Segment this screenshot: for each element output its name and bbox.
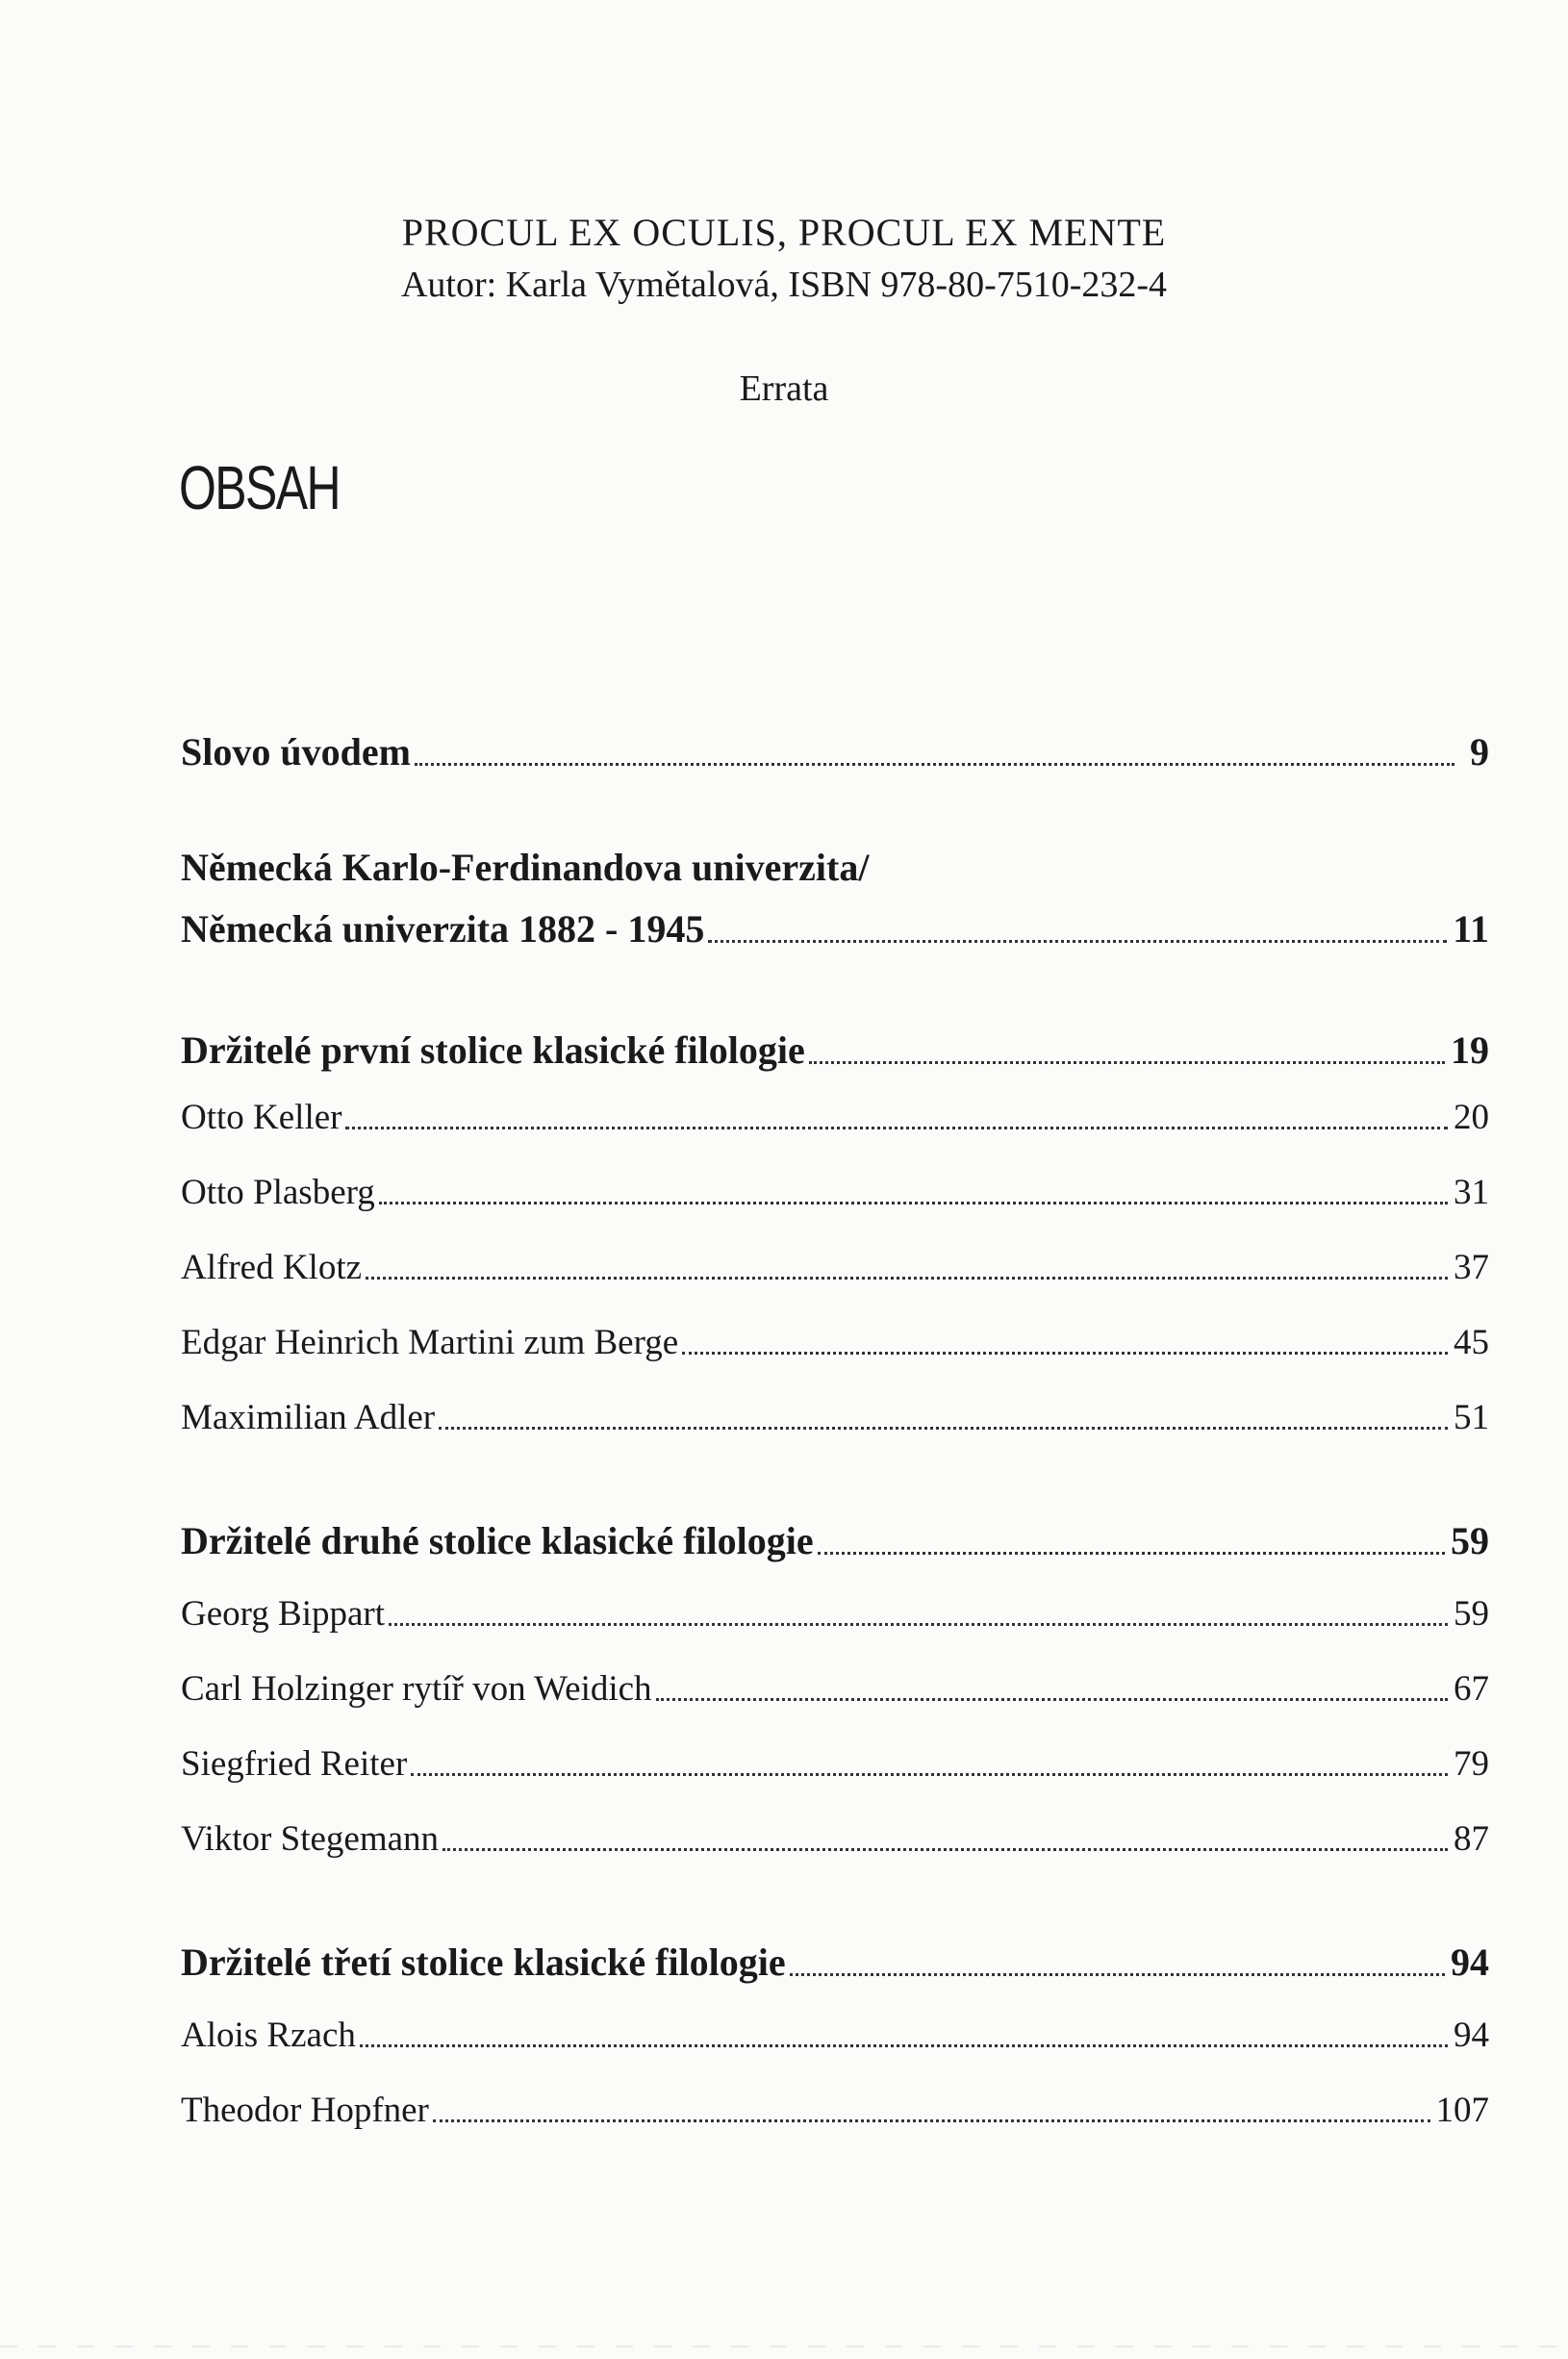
toc-entry-label: Slovo úvodem	[181, 730, 411, 774]
toc-entry-label: Alois Rzach	[181, 2016, 356, 2055]
toc-page-number: 94	[1454, 2016, 1489, 2055]
toc-page-number: 79	[1454, 1744, 1489, 1784]
section-heading: OBSAH	[179, 453, 340, 522]
toc-entry-label: Viktor Stegemann	[181, 1819, 440, 1859]
toc-page-number: 87	[1454, 1819, 1489, 1859]
toc-page-number: 19	[1451, 1028, 1489, 1072]
toc-page-number: 94	[1451, 1940, 1489, 1984]
toc-entry-chair1[interactable]	[181, 1027, 1489, 1073]
toc-entry-label: Držitelé třetí stolice klasické filologie	[181, 1940, 786, 1984]
toc-entry-label: Alfred Klotz	[181, 1248, 363, 1287]
scan-edge-artifact	[0, 2346, 1568, 2347]
toc-page-number: 31	[1454, 1173, 1489, 1212]
leader-dots	[389, 1622, 1448, 1626]
leader-dots	[439, 1426, 1448, 1430]
toc-page-number: 107	[1435, 2091, 1489, 2130]
toc-page-number: 37	[1454, 1248, 1489, 1287]
toc-entry-otto-plasberg[interactable]	[181, 1172, 1489, 1213]
book-title: PROCUL EX OCULIS, PROCUL EX MENTE	[401, 211, 1167, 254]
toc-entry-chair3[interactable]	[181, 1940, 1489, 1985]
toc-entry-university-line1: Německá Karlo-Ferdinandova univerzita/	[181, 846, 870, 889]
toc-entry-alfred-klotz[interactable]	[181, 1247, 1489, 1288]
toc-entry-label: Edgar Heinrich Martini zum Berge	[181, 1323, 679, 1362]
toc-entry-label: Otto Keller	[181, 1098, 342, 1137]
leader-dots	[411, 1772, 1448, 1776]
toc-page-number: 9	[1470, 730, 1489, 774]
leader-dots	[656, 1697, 1448, 1701]
toc-entry-siegfried-reiter[interactable]	[181, 1743, 1489, 1785]
toc-entry-label: Theodor Hopfner	[181, 2091, 429, 2130]
toc-page-number: 59	[1454, 1594, 1489, 1634]
leader-dots	[366, 1276, 1448, 1280]
leader-dots	[415, 762, 1454, 766]
leader-dots	[443, 1847, 1448, 1851]
toc-entry-maximilian-adler[interactable]	[181, 1397, 1489, 1438]
toc-entry-viktor-stegemann[interactable]	[181, 1818, 1489, 1860]
toc-entry-label: Držitelé první stolice klasické filologie	[181, 1028, 805, 1072]
leader-dots	[818, 1551, 1445, 1555]
toc-page-number: 51	[1454, 1398, 1489, 1437]
errata-label: Errata	[739, 368, 829, 409]
toc-entry-label: Německá univerzita 1882 - 1945	[181, 907, 705, 951]
toc-entry-georg-bippart[interactable]	[181, 1593, 1489, 1635]
toc-entry-chair2[interactable]	[181, 1518, 1489, 1563]
leader-dots	[345, 1126, 1448, 1129]
leader-dots	[682, 1351, 1448, 1355]
leader-dots	[790, 1972, 1445, 1976]
toc-entry-label: Carl Holzinger rytíř von Weidich	[181, 1669, 652, 1709]
toc-page-number: 45	[1454, 1323, 1489, 1362]
toc-page-number: 59	[1451, 1519, 1489, 1562]
toc-entry-otto-keller[interactable]	[181, 1097, 1489, 1138]
toc-entry-label: Otto Plasberg	[181, 1173, 375, 1212]
toc-entry-martini-zum-berge[interactable]	[181, 1322, 1489, 1363]
author-isbn: Autor: Karla Vymětalová, ISBN 978-80-7510-232-4	[400, 265, 1168, 305]
toc-entry-label: Držitelé druhé stolice klasické filologie	[181, 1519, 814, 1562]
toc-entry-university[interactable]	[181, 906, 1489, 951]
toc-entry-alois-rzach[interactable]	[181, 2015, 1489, 2056]
toc-entry-theodor-hopfner[interactable]	[181, 2090, 1489, 2131]
toc-page-number: 20	[1454, 1098, 1489, 1137]
toc-entry-label: Maximilian Adler	[181, 1398, 436, 1437]
toc-entry-intro[interactable]	[181, 729, 1489, 774]
toc-page-number: 11	[1453, 907, 1489, 951]
leader-dots	[809, 1060, 1445, 1064]
toc-entry-label: Georg Bippart	[181, 1594, 386, 1634]
leader-dots	[433, 2118, 1430, 2122]
leader-dots	[708, 939, 1447, 943]
toc-entry-carl-holzinger[interactable]	[181, 1668, 1489, 1710]
leader-dots	[360, 2043, 1448, 2047]
toc-page-number: 67	[1454, 1669, 1489, 1709]
toc-entry-label: Siegfried Reiter	[181, 1744, 408, 1784]
leader-dots	[379, 1201, 1448, 1205]
